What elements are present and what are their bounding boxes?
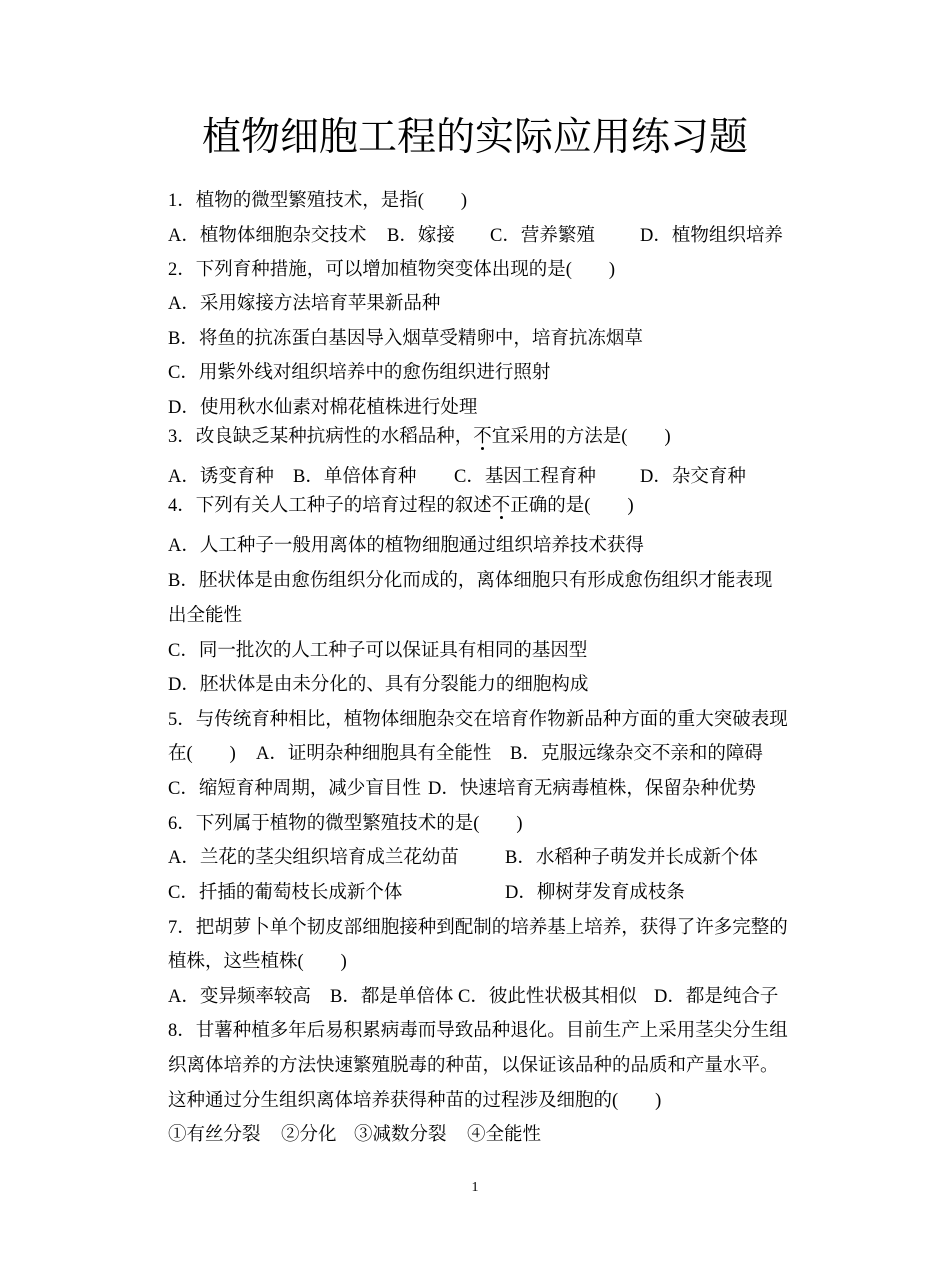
question-5-option-a: A．证明杂种细胞具有全能性 bbox=[256, 744, 492, 764]
question-4-option-c: C．同一批次的人工种子可以保证具有相同的基因型 bbox=[168, 641, 588, 661]
question-1-option-d: D．植物组织培养 bbox=[640, 226, 783, 246]
question-3-stem bbox=[168, 426, 671, 448]
question-5-option-d: D．快速培育无病毒植株，保留杂种优势 bbox=[428, 779, 756, 799]
question-7-option-d: D．都是纯合子 bbox=[654, 987, 779, 1007]
question-6-option-c: C．扦插的葡萄枝长成新个体 bbox=[168, 883, 403, 903]
question-8-choice-3: ③减数分裂 bbox=[354, 1125, 447, 1145]
question-4-option-b-line-2: 出全能性 bbox=[168, 606, 243, 626]
question-2-option-d: D．使用秋水仙素对棉花植株进行处理 bbox=[168, 398, 478, 418]
question-4-stem-after: 正确的是( ) bbox=[510, 496, 634, 516]
question-8-choice-4: ④全能性 bbox=[467, 1125, 542, 1145]
question-6-option-a: A．兰花的茎尖组织培育成兰花幼苗 bbox=[168, 848, 459, 868]
question-6-option-d: D．柳树芽发育成枝条 bbox=[505, 883, 685, 903]
question-3-option-a: A．诱变育种 bbox=[168, 467, 274, 487]
question-4-option-a: A．人工种子一般用离体的植物细胞通过组织培养技术获得 bbox=[168, 536, 644, 556]
question-4-emphasis-char: 不 bbox=[491, 496, 511, 516]
question-5-option-b: B．克服远缘杂交不亲和的障碍 bbox=[510, 744, 763, 764]
question-7-stem-line-2: 植株，这些植株( ) bbox=[168, 952, 347, 972]
question-5-option-c: C．缩短育种周期，减少盲目性 bbox=[168, 779, 421, 799]
question-4-stem-before: 4．下列有关人工种子的培育过程的叙述 bbox=[168, 496, 492, 516]
question-3-option-c: C．基因工程育种 bbox=[454, 467, 596, 487]
question-6-option-b: B．水稻种子萌发并长成新个体 bbox=[505, 848, 758, 868]
question-4-option-b-line-1: B．胚状体是由愈伤组织分化而成的，离体细胞只有形成愈伤组织才能表现 bbox=[168, 571, 773, 591]
question-2-stem: 2．下列育种措施，可以增加植物突变体出现的是( ) bbox=[168, 260, 616, 280]
page-number: 1 bbox=[471, 1180, 479, 1195]
question-8-stem-line-2: 织离体培养的方法快速繁殖脱毒的种苗，以保证该品种的品质和产量水平。 bbox=[168, 1056, 779, 1076]
question-5-stem-end: 在( ) bbox=[168, 744, 236, 764]
question-3-option-d: D．杂交育种 bbox=[640, 467, 746, 487]
question-1-stem: 1．植物的微型繁殖技术，是指( ) bbox=[168, 191, 468, 211]
question-7-option-a: A．变异频率较高 bbox=[168, 987, 311, 1007]
question-1-option-b: B．嫁接 bbox=[387, 226, 455, 246]
question-2-option-c: C．用紫外线对组织培养中的愈伤组织进行照射 bbox=[168, 363, 551, 383]
question-8-choice-1: ①有丝分裂 bbox=[168, 1125, 261, 1145]
question-5-stem-line-1: 5．与传统育种相比，植物体细胞杂交在培育作物新品种方面的重大突破表现 bbox=[168, 710, 788, 730]
question-7-option-c: C．彼此性状极其相似 bbox=[458, 987, 637, 1007]
question-7-stem-line-1: 7．把胡萝卜单个韧皮部细胞接种到配制的培养基上培养，获得了许多完整的 bbox=[168, 918, 788, 938]
question-2-option-b: B．将鱼的抗冻蛋白基因导入烟草受精卵中，培育抗冻烟草 bbox=[168, 329, 643, 349]
question-3-option-b: B．单倍体育种 bbox=[293, 467, 417, 487]
question-8-stem-line-3: 这种通过分生组织离体培养获得种苗的过程涉及细胞的( ) bbox=[168, 1091, 662, 1111]
question-1-option-a: A．植物体细胞杂交技术 bbox=[168, 226, 367, 246]
question-3-stem-after: 宜采用的方法是( ) bbox=[491, 427, 671, 447]
question-1-option-c: C．营养繁殖 bbox=[490, 226, 595, 246]
question-8-choice-2: ②分化 bbox=[281, 1125, 337, 1145]
page-title: 植物细胞工程的实际应用练习题 bbox=[201, 116, 748, 159]
question-4-option-d: D．胚状体是由未分化的、具有分裂能力的细胞构成 bbox=[168, 675, 589, 695]
question-3-emphasis-char: 不 bbox=[473, 427, 492, 447]
question-7-option-b: B．都是单倍体 bbox=[330, 987, 454, 1007]
question-8-stem-line-1: 8．甘薯种植多年后易积累病毒而导致品种退化。目前生产上采用茎尖分生组 bbox=[168, 1021, 788, 1041]
question-3-stem-before: 3．改良缺乏某种抗病性的水稻品种， bbox=[168, 427, 474, 447]
question-4-stem bbox=[168, 495, 634, 517]
question-2-option-a: A．采用嫁接方法培育苹果新品种 bbox=[168, 294, 441, 314]
question-6-stem: 6．下列属于植物的微型繁殖技术的是( ) bbox=[168, 814, 523, 834]
